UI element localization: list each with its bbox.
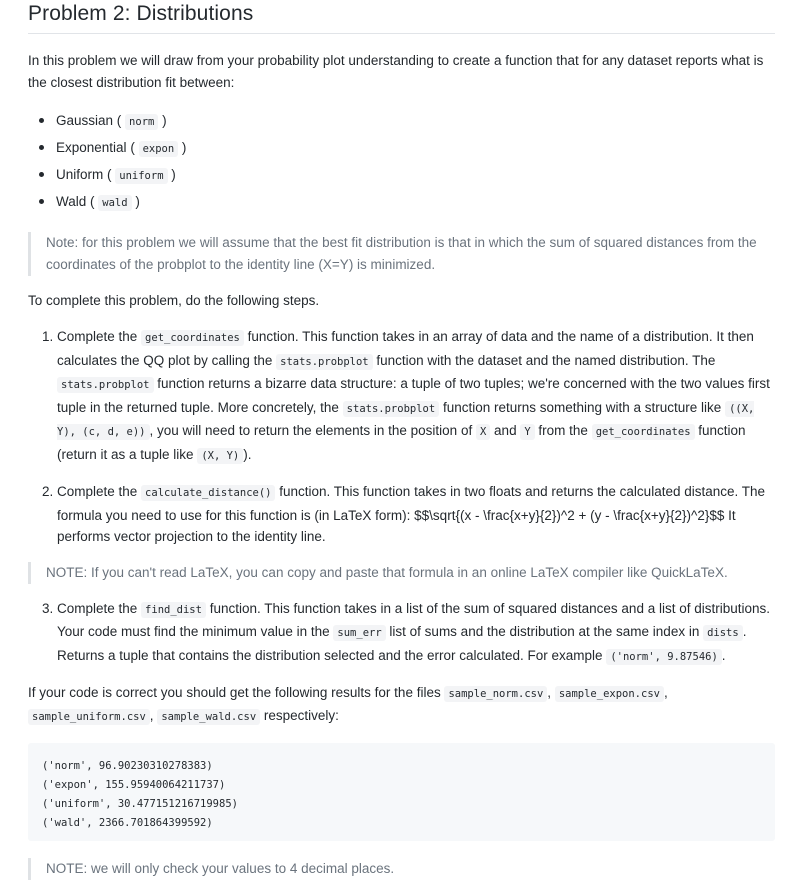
step-number: 1. <box>42 329 54 344</box>
distribution-name: Gaussian <box>56 113 114 128</box>
inline-code: norm <box>125 114 158 130</box>
inline-code: Y <box>520 424 534 440</box>
code-line: ('uniform', 30.477151216719985) <box>42 798 238 810</box>
step-text: function. This function takes in an array of data and the name of a distribution. It then calculates the QQ plot by calling the <box>57 329 754 368</box>
step-text: function. This function takes in a list of the sum of squared distances and a list of distributions. Your code must find the minimum value in the <box>57 600 771 639</box>
note-text: NOTE: If you can't read LaTeX, you can copy and paste that formula in an online LaTeX compiler like QuickLaTeX. <box>46 564 728 580</box>
distribution-name: Wald <box>56 194 87 209</box>
inline-code: X <box>476 424 490 440</box>
step-item <box>28 598 775 669</box>
note-blockquote <box>28 858 775 880</box>
step-text: . <box>721 647 726 663</box>
inline-code: expon <box>139 141 179 157</box>
inline-code: sample_wald.csv <box>157 709 260 725</box>
results-code-block <box>28 743 775 841</box>
list-item: Gaussian ( norm ) <box>38 108 775 135</box>
inline-code: find_dist <box>141 602 206 618</box>
steps-list <box>28 598 775 669</box>
step-text: ). <box>243 446 252 462</box>
inline-code: ((X, Y), (c, d, e)) <box>57 402 755 438</box>
intro-paragraph: In this problem we will draw from your probability plot understanding to create a function that for any dataset reports what is the closest distribution fit between: <box>28 53 764 90</box>
list-item: Uniform ( uniform ) <box>38 162 775 189</box>
inline-code: get_coordinates <box>592 424 695 440</box>
paragraph-text: , <box>149 708 158 723</box>
inline-code: stats.probplot <box>276 354 373 370</box>
step-number: 2. <box>42 484 54 499</box>
step-text: list of sums and the distribution at the same index in <box>385 624 704 639</box>
distribution-name: Exponential <box>56 140 127 155</box>
step-item <box>28 326 775 467</box>
inline-code: uniform <box>115 168 167 184</box>
step-text: and <box>490 423 521 438</box>
paragraph-text: , <box>547 685 555 700</box>
inline-code: wald <box>98 195 131 211</box>
page-title: Problem 2: Distributions <box>28 0 775 34</box>
step-text: from the <box>534 423 592 438</box>
inline-code: sum_err <box>333 625 385 641</box>
step-text: function. This function takes in two floats and returns the calculated distance. The formula you need to use for this function is (in LaTeX form): $$\sqrt{(x - \frac{x+y}{2})^2 + (y - \frac{x+y}{2})^2}$$ It performs vector projection to the identity line. <box>57 484 766 544</box>
steps-intro: To complete this problem, do the following steps. <box>28 293 320 308</box>
inline-code: dists <box>703 625 743 641</box>
step-text: , you will need to return the elements in the position of <box>149 423 476 438</box>
inline-code: stats.probplot <box>343 401 440 417</box>
step-text: Complete the <box>57 329 142 344</box>
bullet-icon <box>39 172 44 177</box>
step-text: function with the dataset and the named distribution. The <box>372 352 716 368</box>
list-item: Wald ( wald ) <box>38 189 775 216</box>
note-text: NOTE: we will only check your values to 4 decimal places. <box>46 861 395 876</box>
step-text: function returns a bizarre data structure: a tuple of two tuples; we're concerned with the two values first tuple in the returned tuple. More concretely, the <box>57 376 770 415</box>
note-blockquote <box>28 562 775 584</box>
inline-code: sample_norm.csv <box>444 686 547 702</box>
bullet-icon <box>39 118 44 123</box>
distribution-name: Uniform <box>56 167 104 182</box>
inline-code: calculate_distance() <box>141 485 275 501</box>
results-intro <box>28 682 775 728</box>
bullet-icon <box>39 145 44 150</box>
inline-code: stats.probplot <box>57 377 154 393</box>
step-text: function (return it as a tuple like <box>57 423 746 462</box>
code-line: ('norm', 96.90230310278383) <box>42 760 213 772</box>
paragraph-text: respectively: <box>260 708 339 723</box>
inline-code: ('norm', 9.87546) <box>606 649 721 665</box>
inline-code: sample_uniform.csv <box>28 709 150 725</box>
code-line: ('expon', 155.95940064211737) <box>42 779 226 791</box>
inline-code: get_coordinates <box>141 330 244 346</box>
notebook-markdown-cell <box>28 0 775 880</box>
bullet-icon <box>39 199 44 204</box>
step-text: function returns something with a structure like <box>439 399 726 415</box>
steps-list <box>28 326 775 548</box>
distribution-list <box>28 108 775 216</box>
note-blockquote <box>28 232 775 276</box>
code-line: ('wald', 2366.701864399592) <box>42 817 213 829</box>
paragraph-text: , <box>663 685 668 700</box>
step-text: Complete the <box>57 600 142 616</box>
step-number: 3. <box>42 600 54 616</box>
note-text: Note: for this problem we will assume that the best fit distribution is that in which the sum of squared distances from the coordinates of the probplot to the identity line (X=Y) is minimized. <box>46 235 757 272</box>
paragraph-text: If your code is correct you should get the following results for the files <box>28 685 445 700</box>
list-item: Exponential ( expon ) <box>38 135 775 162</box>
inline-code: (X, Y) <box>197 448 243 464</box>
step-item <box>28 481 775 548</box>
inline-code: sample_expon.csv <box>555 686 664 702</box>
step-text: Complete the <box>57 484 142 499</box>
step-text: . Returns a tuple that contains the distribution selected and the error calculated. For example <box>57 624 747 663</box>
